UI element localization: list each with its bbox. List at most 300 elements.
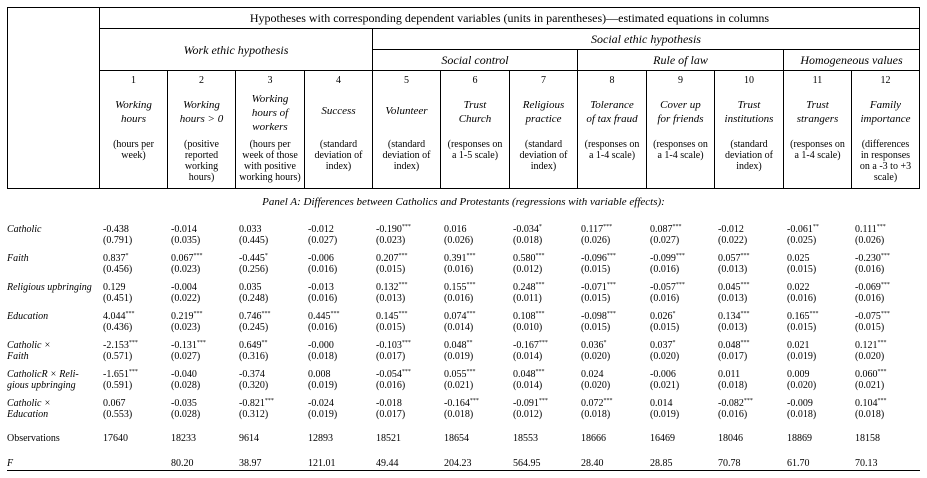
column-unit: a 1-4 scale)	[657, 150, 704, 161]
f-stat-cell: 28.40	[581, 458, 604, 469]
work-ethic-heading: Work ethic hypothesis	[183, 43, 289, 57]
significance-stars: **	[812, 224, 819, 230]
significance-stars: ***	[675, 282, 685, 288]
coefficient-cell: 0.016	[444, 224, 467, 235]
column-variable-name: practice	[525, 113, 562, 125]
coefficient-cell: 0.011	[718, 369, 741, 380]
standard-error-cell: (0.248)	[239, 293, 269, 304]
coefficient-cell: -0.034*	[513, 224, 542, 235]
column-variable-name: Family	[869, 99, 902, 111]
coefficient-cell: 0.117***	[581, 224, 613, 235]
coefficient-cell: 0.391***	[444, 253, 476, 264]
coefficient-cell: -0.131***	[171, 340, 206, 351]
significance-stars: ***	[466, 369, 476, 375]
column-number: 11	[812, 75, 823, 86]
column-unit: index)	[393, 161, 420, 172]
coefficient-cell: 0.207***	[376, 253, 408, 264]
coefficient-cell: -0.099***	[650, 253, 685, 264]
coefficient-cell: 0.132***	[376, 282, 408, 293]
standard-error-cell: (0.016)	[308, 293, 338, 304]
standard-error-cell: (0.312)	[239, 409, 269, 420]
column-unit: working hours)	[239, 172, 301, 183]
row-label: Education	[7, 409, 49, 420]
column-unit: with positive	[244, 161, 296, 172]
coefficient-cell: 0.057***	[718, 253, 750, 264]
f-stat-cell: 204.23	[444, 458, 472, 469]
coefficient-cell: 0.219***	[171, 311, 203, 322]
coefficient-cell: 0.026*	[650, 311, 676, 322]
column-number: 6	[472, 75, 478, 86]
significance-stars: ***	[128, 369, 138, 375]
standard-error-cell: (0.791)	[103, 235, 133, 246]
coefficient-cell: -0.096***	[581, 253, 616, 264]
coefficient-cell: 0.055***	[444, 369, 476, 380]
column-variable-name: Trust	[737, 99, 761, 111]
column-unit: deviation of	[519, 150, 568, 161]
column-variable-name: Religious	[522, 99, 565, 111]
standard-error-cell: (0.013)	[376, 293, 406, 304]
observations-cell: 9614	[239, 433, 259, 444]
f-stat-cell: 564.95	[513, 458, 541, 469]
observations-cell: 18521	[376, 433, 401, 444]
coefficient-cell: -1.651***	[103, 369, 138, 380]
column-number: 2	[199, 75, 204, 86]
column-unit: index)	[530, 161, 557, 172]
row-label: Catholic	[7, 224, 42, 235]
coefficient-cell: 0.036*	[581, 340, 607, 351]
coefficient-cell: 0.009	[787, 369, 810, 380]
column-variable-name: Tolerance	[590, 99, 634, 111]
column-unit: (responses on	[790, 139, 845, 150]
standard-error-cell: (0.016)	[444, 264, 474, 275]
column-variable-name: workers	[252, 121, 288, 133]
standard-error-cell: (0.015)	[376, 264, 406, 275]
coefficient-cell: 0.035	[239, 282, 262, 293]
row-label: Religious upbringing	[7, 282, 92, 293]
standard-error-cell: (0.027)	[650, 235, 680, 246]
column-unit: (responses on	[653, 139, 708, 150]
standard-error-cell: (0.028)	[171, 409, 201, 420]
coefficient-cell: 0.145***	[376, 311, 408, 322]
significance-stars: ***	[125, 311, 135, 317]
significance-stars: ***	[401, 369, 411, 375]
significance-stars: ***	[466, 311, 476, 317]
standard-error-cell: (0.019)	[308, 380, 338, 391]
standard-error-cell: (0.011)	[513, 293, 542, 304]
standard-error-cell: (0.320)	[239, 380, 269, 391]
standard-error-cell: (0.014)	[513, 351, 543, 362]
column-variable-name: Working	[115, 99, 152, 111]
coefficient-cell: -0.082***	[718, 398, 753, 409]
coefficient-cell: 0.104***	[855, 398, 887, 409]
coefficient-cell: -0.013	[308, 282, 334, 293]
significance-stars: ***	[740, 311, 750, 317]
standard-error-cell: (0.017)	[376, 351, 406, 362]
coefficient-cell: 0.837*	[103, 253, 129, 264]
observations-cell: 18869	[787, 433, 812, 444]
row-label: CatholicR × Reli-	[7, 369, 79, 380]
f-stat-cell: 70.13	[855, 458, 878, 469]
coefficient-cell: 0.074***	[444, 311, 476, 322]
column-unit: week of those	[242, 150, 298, 161]
standard-error-cell: (0.012)	[513, 409, 543, 420]
f-stat-cell: 28.85	[650, 458, 673, 469]
significance-stars: ***	[128, 340, 138, 346]
standard-error-cell: (0.018)	[444, 409, 474, 420]
panel-title: Panel A: Differences between Catholics and Protestants (regressions with variable effects):	[262, 196, 665, 208]
column-unit: (responses on	[584, 139, 640, 150]
coefficient-cell: 0.111***	[855, 224, 886, 235]
significance-stars: ***	[469, 398, 479, 404]
column-unit: (standard	[524, 139, 563, 150]
coefficient-cell: -0.024	[308, 398, 334, 409]
f-stat-cell: 80.20	[171, 458, 194, 469]
coefficient-cell: 0.048***	[513, 369, 545, 380]
coefficient-cell: -0.091***	[513, 398, 548, 409]
standard-error-cell: (0.014)	[513, 380, 543, 391]
coefficient-cell: 0.024	[581, 369, 604, 380]
significance-stars: ***	[877, 340, 887, 346]
standard-error-cell: (0.456)	[103, 264, 133, 275]
significance-stars: ***	[535, 282, 545, 288]
standard-error-cell: (0.015)	[787, 322, 817, 333]
social-control-heading: Social control	[441, 53, 509, 67]
standard-error-cell: (0.020)	[650, 351, 680, 362]
column-number: 10	[744, 75, 754, 86]
observations-cell: 18553	[513, 433, 538, 444]
significance-stars: ***	[401, 224, 411, 230]
bottom-rule	[7, 470, 920, 471]
significance-stars: ***	[743, 398, 753, 404]
standard-error-cell: (0.020)	[855, 351, 885, 362]
significance-stars: ***	[880, 311, 890, 317]
coefficient-cell: 0.048**	[444, 340, 473, 351]
standard-error-cell: (0.019)	[444, 351, 474, 362]
standard-error-cell: (0.016)	[855, 293, 885, 304]
standard-error-cell: (0.553)	[103, 409, 133, 420]
column-variable-name: hours of	[251, 107, 289, 119]
column-variable-name: hours	[120, 113, 147, 125]
significance-stars: ***	[877, 369, 887, 375]
standard-error-cell: (0.016)	[308, 264, 338, 275]
standard-error-cell: (0.256)	[239, 264, 269, 275]
coefficient-cell: 0.165***	[787, 311, 819, 322]
column-variable-name: institutions	[724, 113, 774, 125]
significance-stars: *	[672, 340, 676, 346]
standard-error-cell: (0.016)	[650, 264, 680, 275]
standard-error-cell: (0.013)	[718, 322, 748, 333]
coefficient-cell: 0.121***	[855, 340, 887, 351]
coefficient-cell: 0.022	[787, 282, 810, 293]
significance-stars: ***	[401, 340, 411, 346]
coefficient-cell: 0.445***	[308, 311, 340, 322]
column-number: 1	[131, 75, 136, 86]
column-variable-name: of tax fraud	[586, 113, 638, 125]
significance-stars: *	[538, 224, 542, 230]
coefficient-cell: -0.000	[308, 340, 334, 351]
standard-error-cell: (0.015)	[581, 293, 611, 304]
column-unit: deviation of	[724, 150, 774, 161]
coefficient-cell: -0.069***	[855, 282, 890, 293]
significance-stars: ***	[264, 398, 274, 404]
column-number: 12	[880, 75, 891, 86]
column-unit: (differences	[861, 139, 910, 150]
significance-stars: ***	[880, 282, 890, 288]
column-unit: a 1-4 scale)	[588, 150, 636, 161]
column-unit: (hours per	[249, 139, 291, 150]
column-variable-name: Working	[251, 93, 289, 105]
coefficient-cell: -0.374	[239, 369, 265, 380]
observations-cell: 18158	[855, 433, 880, 444]
column-variable-name: strangers	[796, 113, 839, 125]
column-unit: hours)	[188, 172, 215, 183]
significance-stars: ***	[538, 398, 548, 404]
column-variable-name: Cover up	[660, 99, 701, 111]
standard-error-cell: (0.018)	[581, 409, 611, 420]
observations-cell: 18046	[718, 433, 743, 444]
coefficient-cell: 0.067***	[171, 253, 203, 264]
significance-stars: ***	[809, 311, 819, 317]
coefficient-cell: 0.021	[787, 340, 810, 351]
significance-stars: ***	[196, 340, 206, 346]
coefficient-cell: -0.167***	[513, 340, 548, 351]
column-variable-name: hours > 0	[179, 113, 224, 125]
top-rule	[7, 7, 920, 8]
significance-stars: *	[672, 311, 676, 317]
standard-error-cell: (0.015)	[581, 322, 611, 333]
standard-error-cell: (0.028)	[171, 380, 201, 391]
social-ethic-rule	[372, 49, 920, 50]
standard-error-cell: (0.451)	[103, 293, 133, 304]
observations-cell: 17640	[103, 433, 128, 444]
standard-error-cell: (0.035)	[171, 235, 201, 246]
significance-stars: ***	[466, 282, 476, 288]
coefficient-cell: -0.445*	[239, 253, 268, 264]
coefficient-cell: -0.014	[171, 224, 197, 235]
significance-stars: ***	[535, 369, 545, 375]
standard-error-cell: (0.016)	[787, 293, 817, 304]
f-stat-cell: 49.44	[376, 458, 399, 469]
coefficient-cell: 0.649**	[239, 340, 268, 351]
row-label: Catholic ×	[7, 340, 51, 351]
coefficient-cell: -2.153***	[103, 340, 138, 351]
significance-stars: ***	[675, 253, 685, 259]
significance-stars: *	[264, 253, 268, 259]
right-border	[919, 7, 920, 189]
column-unit: deviation of	[314, 150, 363, 161]
coefficient-cell: -0.004	[171, 282, 197, 293]
homogeneous-values-heading: Homogeneous values	[800, 53, 903, 67]
column-variable-name: for friends	[657, 113, 704, 125]
coefficient-cell: 0.129	[103, 282, 126, 293]
standard-error-cell: (0.436)	[103, 322, 133, 333]
significance-stars: ***	[193, 311, 203, 317]
significance-stars: ***	[398, 253, 408, 259]
column-number: 3	[267, 75, 273, 86]
significance-stars: ***	[398, 282, 408, 288]
standard-error-cell: (0.316)	[239, 351, 269, 362]
standard-error-cell: (0.012)	[513, 264, 543, 275]
standard-error-cell: (0.025)	[787, 235, 817, 246]
column-divider	[646, 70, 647, 188]
significance-stars: ***	[466, 253, 476, 259]
standard-error-cell: (0.013)	[718, 293, 748, 304]
coefficient-cell: -0.054***	[376, 369, 411, 380]
coefficient-cell: 0.580***	[513, 253, 545, 264]
standard-error-cell: (0.016)	[308, 322, 338, 333]
coefficient-cell: -0.035	[171, 398, 197, 409]
column-unit: on a -3 to +3	[859, 161, 912, 172]
coefficient-cell: 0.008	[308, 369, 331, 380]
significance-stars: ***	[606, 282, 616, 288]
standard-error-cell: (0.016)	[444, 293, 474, 304]
row-label: gious upbringing	[7, 380, 76, 391]
observations-cell: 12893	[308, 433, 333, 444]
column-unit: scale)	[873, 172, 898, 183]
significance-stars: ***	[740, 253, 750, 259]
standard-error-cell: (0.020)	[581, 351, 611, 362]
significance-stars: ***	[740, 340, 750, 346]
standard-error-cell: (0.013)	[718, 264, 748, 275]
coefficient-cell: 0.067	[103, 398, 126, 409]
significance-stars: *	[125, 253, 129, 259]
significance-stars: ***	[193, 253, 203, 259]
column-unit: in responses	[860, 150, 911, 161]
coefficient-cell: 0.248***	[513, 282, 545, 293]
column-variable-name: Trust	[463, 99, 487, 111]
column-variable-name: Volunteer	[385, 105, 428, 117]
coefficient-cell: -0.075***	[855, 311, 890, 322]
coefficient-cell: -0.164***	[444, 398, 479, 409]
coefficient-cell: 0.014	[650, 398, 673, 409]
standard-error-cell: (0.016)	[718, 409, 748, 420]
column-unit: (hours per	[113, 139, 154, 150]
significance-stars: ***	[606, 311, 616, 317]
standard-error-cell: (0.571)	[103, 351, 133, 362]
coefficient-cell: -0.018	[376, 398, 402, 409]
column-unit: working	[184, 161, 219, 172]
coefficient-cell: 0.033	[239, 224, 262, 235]
coefficient-cell: 0.025	[787, 253, 810, 264]
coefficient-cell: 0.037*	[650, 340, 676, 351]
observations-cell: 18666	[581, 433, 606, 444]
f-stat-cell: 61.70	[787, 458, 810, 469]
significance-stars: *	[603, 340, 607, 346]
significance-stars: ***	[880, 253, 890, 259]
row-label: Catholic ×	[7, 398, 51, 409]
significance-stars: **	[261, 340, 268, 346]
column-unit: index)	[736, 161, 762, 172]
significance-stars: ***	[330, 311, 340, 317]
coefficient-cell: -0.040	[171, 369, 197, 380]
table-title: Hypotheses with corresponding dependent variables (units in parentheses)—estimated equations in columns	[249, 11, 770, 25]
significance-stars: ***	[672, 224, 682, 230]
column-number: 5	[404, 75, 409, 86]
standard-error-cell: (0.027)	[308, 235, 338, 246]
coefficient-cell: -0.103***	[376, 340, 411, 351]
coefficient-cell: -0.006	[308, 253, 334, 264]
coefficient-cell: -0.230***	[855, 253, 890, 264]
standard-error-cell: (0.019)	[650, 409, 680, 420]
standard-error-cell: (0.018)	[855, 409, 885, 420]
standard-error-cell: (0.019)	[308, 409, 338, 420]
column-unit: (standard	[730, 139, 768, 150]
standard-error-cell: (0.015)	[581, 264, 611, 275]
coefficient-cell: 0.048***	[718, 340, 750, 351]
significance-stars: ***	[398, 311, 408, 317]
standard-error-cell: (0.026)	[444, 235, 474, 246]
f-stat-cell: 121.01	[308, 458, 336, 469]
standard-error-cell: (0.026)	[581, 235, 611, 246]
social-ethic-heading: Social ethic hypothesis	[591, 32, 701, 46]
significance-stars: ***	[535, 253, 545, 259]
coefficient-cell: -0.006	[650, 369, 676, 380]
standard-error-cell: (0.014)	[444, 322, 474, 333]
standard-error-cell: (0.015)	[376, 322, 406, 333]
column-number: 8	[609, 75, 615, 86]
column-unit: a 1-4 scale)	[794, 150, 841, 161]
coefficient-cell: -0.057***	[650, 282, 685, 293]
column-unit: week)	[121, 150, 146, 161]
coefficient-cell: 0.072***	[581, 398, 613, 409]
coefficient-cell: -0.098***	[581, 311, 616, 322]
coefficient-cell: -0.012	[718, 224, 744, 235]
row-label: Education	[7, 311, 49, 322]
observations-label: Observations	[7, 433, 60, 444]
coefficient-cell: -0.012	[308, 224, 334, 235]
standard-error-cell: (0.017)	[718, 351, 748, 362]
f-stat-cell: 70.78	[718, 458, 741, 469]
standard-error-cell: (0.021)	[650, 380, 680, 391]
row-label: Faith	[7, 351, 29, 362]
column-unit: reported	[184, 150, 219, 161]
standard-error-cell: (0.016)	[855, 264, 885, 275]
standard-error-cell: (0.018)	[718, 380, 748, 391]
column-unit: (responses on	[447, 139, 503, 150]
standard-error-cell: (0.023)	[171, 322, 201, 333]
standard-error-cell: (0.010)	[513, 322, 543, 333]
significance-stars: ***	[603, 398, 613, 404]
column-variable-name: Working	[183, 99, 220, 111]
title-rule	[99, 28, 920, 29]
standard-error-cell: (0.445)	[239, 235, 269, 246]
observations-cell: 16469	[650, 433, 675, 444]
significance-stars: ***	[606, 253, 616, 259]
significance-stars: ***	[740, 282, 750, 288]
rule-of-law-heading: Rule of law	[653, 53, 708, 67]
f-stat-cell: 38.97	[239, 458, 262, 469]
coefficient-cell: 0.045***	[718, 282, 750, 293]
standard-error-cell: (0.015)	[855, 322, 885, 333]
coefficient-cell: -0.009	[787, 398, 813, 409]
standard-error-cell: (0.016)	[376, 380, 406, 391]
significance-stars: ***	[877, 398, 887, 404]
standard-error-cell: (0.018)	[308, 351, 338, 362]
standard-error-cell: (0.015)	[650, 322, 680, 333]
coefficient-cell: -0.438	[103, 224, 129, 235]
coefficient-cell: 0.087***	[650, 224, 682, 235]
coefficient-cell: 0.746***	[239, 311, 271, 322]
standard-error-cell: (0.015)	[787, 264, 817, 275]
column-divider	[440, 70, 441, 188]
coefficient-cell: -0.061**	[787, 224, 819, 235]
standard-error-cell: (0.016)	[650, 293, 680, 304]
significance-stars: **	[466, 340, 473, 346]
column-unit: index)	[325, 161, 352, 172]
f-stat-label: F	[7, 458, 14, 469]
column-variable-name: Success	[321, 105, 356, 117]
standard-error-cell: (0.026)	[855, 235, 885, 246]
